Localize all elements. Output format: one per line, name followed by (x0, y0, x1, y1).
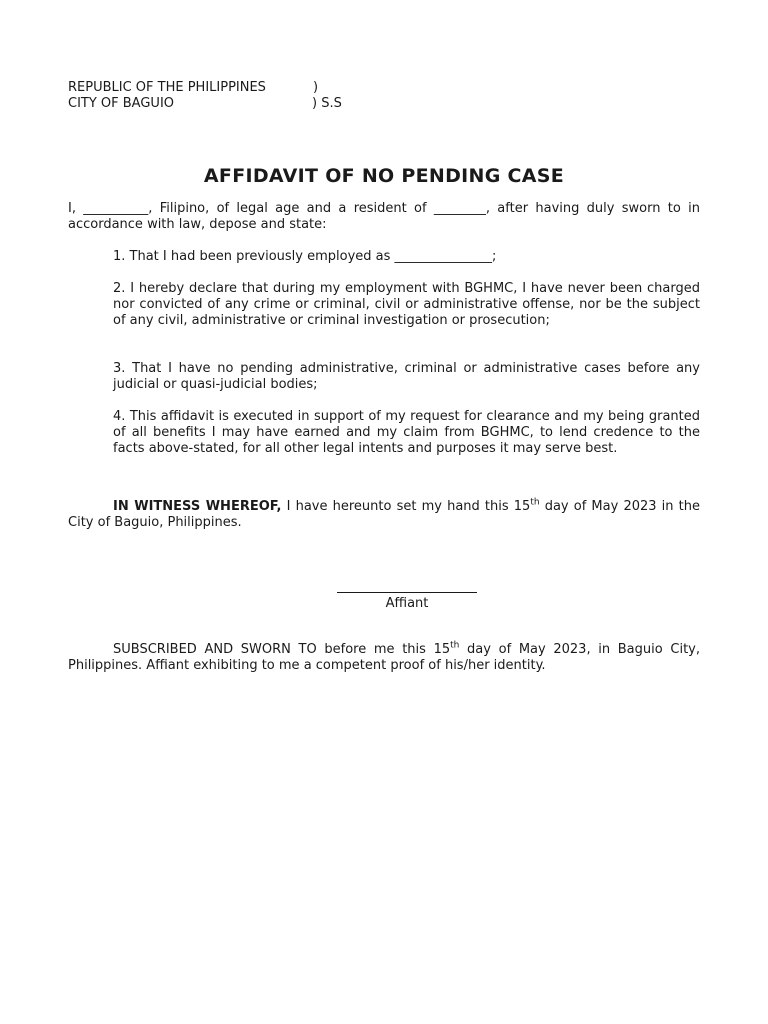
item-2: 2. I hereby declare that during my employment with BGHMC, I have never been charged nor convicted of any crime or criminal, civil or administrative offense, nor be the subject of any civil, administrative or criminal investigation or prosecution; (113, 281, 700, 328)
signature-line (337, 592, 477, 593)
witness-sup: th (530, 497, 540, 508)
venue-city: CITY OF BAGUIO (68, 96, 175, 111)
venue-block (68, 80, 368, 112)
venue-line-2 (68, 96, 368, 112)
item-3: 3. That I have no pending administrative, criminal or administrative cases before any judicial or quasi-judicial bodies; (113, 361, 700, 392)
jurat-sup: th (450, 640, 460, 651)
venue-paren: ) (313, 80, 319, 95)
witness-paragraph (68, 499, 700, 531)
venue-line-1 (68, 80, 368, 96)
witness-text-1: I have hereunto set my hand this 15 (281, 499, 531, 514)
venue-ss: ) S.S (312, 96, 342, 111)
venue-country: REPUBLIC OF THE PHILIPPINES (68, 80, 266, 95)
witness-lead: IN WITNESS WHEREOF, (113, 499, 282, 514)
item-4: 4. This affidavit is executed in support of my request for clearance and my being granted of all benefits I may have earned and my claim from BGHMC, to lend credence to the facts above-stated, for all other legal intents and purposes it may serve best. (113, 409, 700, 456)
document-title: AFFIDAVIT OF NO PENDING CASE (203, 165, 565, 187)
witness-text-2: day of May 2023 in the City of Baguio, Philippines. (68, 499, 700, 530)
jurat-text-2: day of May 2023, in Baguio City, Philippines. Affiant exhibiting to me a competent proof of his/her identity. (68, 642, 700, 673)
intro-paragraph: I, __________, Filipino, of legal age and a resident of ________, after having duly sworn to in accordance with law, depose and state: (68, 201, 700, 232)
item-1: 1. That I had been previously employed as _______________; (113, 249, 497, 264)
affiant-label: Affiant (385, 596, 429, 611)
jurat-text-1: SUBSCRIBED AND SWORN TO before me this 15 (113, 642, 451, 657)
jurat-paragraph (68, 642, 700, 674)
